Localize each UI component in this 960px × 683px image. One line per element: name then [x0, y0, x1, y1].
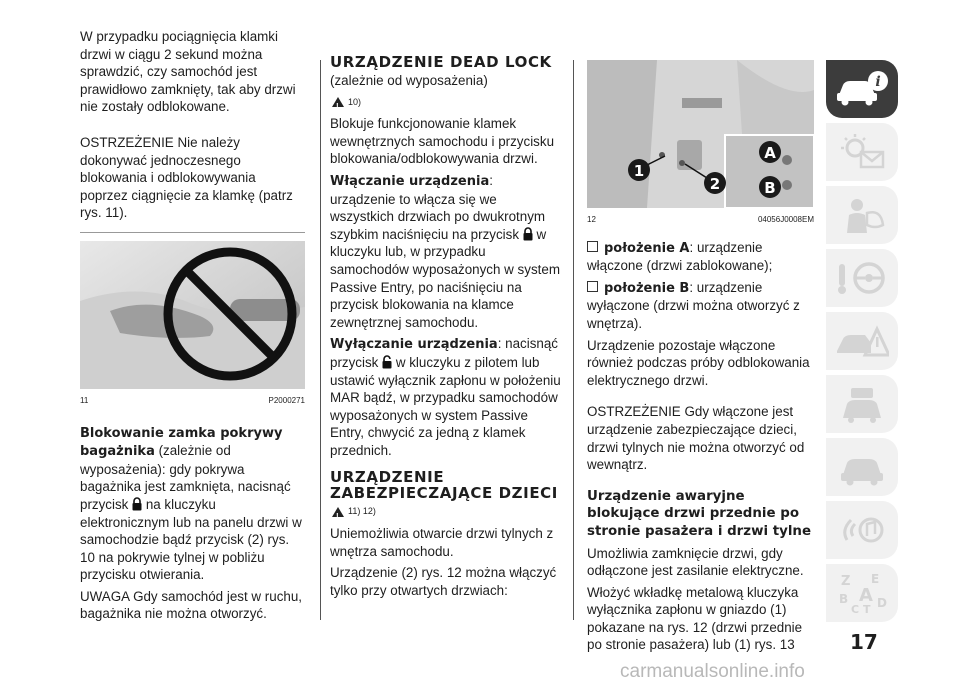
warning-ref-10: [332, 94, 562, 112]
child-lock-activation: Urządzenie (2) rys. 12 można włączyć tylko przy otwartych drzwiach:: [330, 565, 557, 598]
bullet-square-icon: [587, 241, 598, 252]
tab-index[interactable]: [826, 564, 898, 622]
position-a-text: : urządzenie włączone (drzwi zablokowane);: [587, 239, 773, 274]
warning-paragraph: OSTRZEŻENIE Nie należy dokonywać jednoczesnego blokowania i odblokowywania poprzez ciągnięcie za klamkę (patrz rys. 11).: [80, 134, 293, 221]
position-b-label: położenie B: [604, 280, 690, 296]
activation-text-2: w kluczyku lub, w przypadku samochodów wyposażonych w system Passive Entry, po naciśnięciu na przycisk blokowania na klamce zewnętrznej samochodu.: [330, 226, 560, 330]
child-lock-warning: OSTRZEŻENIE Gdy włączone jest urządzenie zabezpieczające dzieci, drzwi tylnych nie można otworzyć od wewnątrz.: [587, 404, 805, 473]
emergency-icon: [835, 321, 889, 361]
car-info-icon: [835, 69, 889, 109]
trunk-lock-paragraph: [80, 424, 305, 584]
warning-lights-icon: [837, 132, 887, 172]
tab-warning-lights[interactable]: [826, 123, 898, 181]
svg-text:C: C: [851, 603, 860, 615]
deactivation-heading: Wyłączanie urządzenia: [330, 337, 498, 353]
svg-text:E: E: [871, 572, 880, 586]
activation-heading: Włączanie urządzenia: [330, 173, 490, 189]
figure-12-label-2: 2: [709, 175, 721, 193]
note-paragraph: UWAGA Gdy samochód jest w ruchu, bagażnika nie można otworzyć.: [80, 588, 303, 622]
bullet-square-icon: [587, 281, 598, 292]
lock-icon: [132, 497, 142, 511]
position-a-label: położenie A: [604, 240, 690, 256]
deactivation-text: : nacisnąć przycisk: [330, 336, 558, 370]
column-1: [80, 28, 305, 627]
dead-lock-title: URZĄDZENIE DEAD LOCK: [330, 53, 552, 71]
tab-emergency[interactable]: [826, 312, 898, 370]
position-b-item: [587, 279, 814, 333]
column-3: [587, 60, 814, 658]
emergency-lock-instruction: Włożyć wkładkę metalową kluczyka wyłącznika zapłonu w gniazdo (1) pokazane na rys. 12 (drzwi przednie po stronie pasażera) lub (1) rys. 13: [587, 584, 803, 653]
figure-12-label-a: A: [764, 144, 776, 162]
chapter-sidebar: [826, 60, 898, 627]
svg-text:D: D: [877, 596, 887, 610]
figure-11-caption: [80, 392, 305, 410]
trunk-lock-text-2: na kluczyku elektronicznym lub na panelu drzwi w samochodzie bądź przycisk (2) rys. 10 na pokrywie tylnej w pobliżu przycisku otwierania.: [80, 496, 302, 583]
child-lock-description: Uniemożliwia otwarcie drzwi tylnych z wnętrza samochodu.: [330, 526, 554, 559]
maintenance-icon: [837, 384, 887, 424]
svg-text:A: A: [859, 585, 873, 606]
figure-divider: [80, 232, 305, 233]
emergency-lock-heading: Urządzenie awaryjne blokujące drzwi przednie po stronie pasażera i drzwi tylne: [587, 488, 812, 539]
lock-icon: [523, 227, 533, 241]
tab-multimedia[interactable]: [826, 501, 898, 559]
page-number: 17: [850, 630, 878, 654]
intro-paragraph: W przypadku pociągnięcia klamki drzwi w ciągu 2 sekund można sprawdzić, czy samochód jest prawidłowo zamknięty, tak aby drzwi nie zostały odblokowane.: [80, 29, 296, 115]
tech-data-icon: [837, 447, 887, 487]
warning-ref-11-12: [332, 503, 562, 521]
safety-icon: [837, 195, 887, 235]
figure-12-label-1: 1: [633, 162, 645, 180]
dead-lock-subtitle: (zależnie od wyposażenia): [330, 73, 488, 88]
activation-text: : urządzenie to włącza się we wszystkich drzwiach po dwukrotnym szybkim naciśnięciu na przycisk: [330, 172, 546, 242]
warning-ref-text: 11) 12): [348, 506, 376, 517]
figure-12-label-b: B: [764, 179, 776, 197]
emergency-lock-description: Umożliwia zamknięcie drzwi, gdy odłączone jest zasilanie elektryczne.: [587, 545, 804, 579]
child-lock-title: URZĄDZENIE ZABEZPIECZAJĄCE DZIECI: [330, 468, 558, 503]
column-divider-1: [320, 60, 321, 620]
tab-safety[interactable]: [826, 186, 898, 244]
deactivation-text-2: w kluczyku z pilotem lub ustawić wyłącznik zapłonu w położeniu MAR bądź, w przypadku samochodów wyposażonych w system Passive Entry, chwycić za jedną z klamek przednich.: [330, 354, 561, 458]
tab-start-drive[interactable]: [826, 249, 898, 307]
tab-maintenance[interactable]: [826, 375, 898, 433]
svg-text:Z: Z: [841, 574, 851, 589]
watermark: carmanualsonline.info: [620, 661, 805, 682]
svg-text:i: i: [875, 74, 881, 90]
figure-12-code: 04056J0008EM: [757, 215, 814, 224]
column-2: [330, 54, 562, 603]
tab-tech-data[interactable]: [826, 438, 898, 496]
warning-ref-text: 10): [348, 96, 362, 107]
figure-11: [80, 241, 305, 389]
deactivation-paragraph: [330, 335, 562, 459]
position-b-text: : urządzenie wyłączone (drzwi można otworzyć z wnętrza).: [587, 279, 800, 331]
trunk-lock-heading: Blokowanie zamka pokrywy bagażnika: [80, 425, 283, 460]
dead-lock-description: Blokuje funkcjonowanie klamek wewnętrznych samochodu i przycisku blokowania/odblokowywania drzwi.: [330, 116, 555, 167]
trunk-lock-text: (zależnie od wyposażenia): gdy pokrywa bagażnika jest zamknięta, nacisnąć przycisk: [80, 443, 291, 512]
remains-active-paragraph: Urządzenie pozostaje włączone również podczas próby odblokowania elektrycznego drzwi.: [587, 337, 810, 388]
position-a-item: [587, 239, 814, 275]
multimedia-icon: [837, 510, 887, 550]
tab-car-info[interactable]: [826, 60, 898, 118]
figure-12-number: 12: [587, 215, 596, 224]
figure-11-code: P2000271: [268, 395, 305, 405]
figure-12-caption: [587, 211, 814, 229]
warning-triangle-icon: [332, 97, 344, 107]
svg-text:B: B: [839, 592, 849, 606]
svg-text:T: T: [863, 603, 871, 615]
unlock-icon: [382, 355, 392, 369]
warning-triangle-icon: [332, 507, 344, 517]
figure-12: [587, 60, 814, 208]
index-icon: [835, 571, 889, 615]
figure-11-number: 11: [80, 395, 89, 405]
start-drive-icon: [835, 258, 889, 298]
activation-paragraph: [330, 172, 562, 331]
column-divider-2: [573, 60, 574, 620]
